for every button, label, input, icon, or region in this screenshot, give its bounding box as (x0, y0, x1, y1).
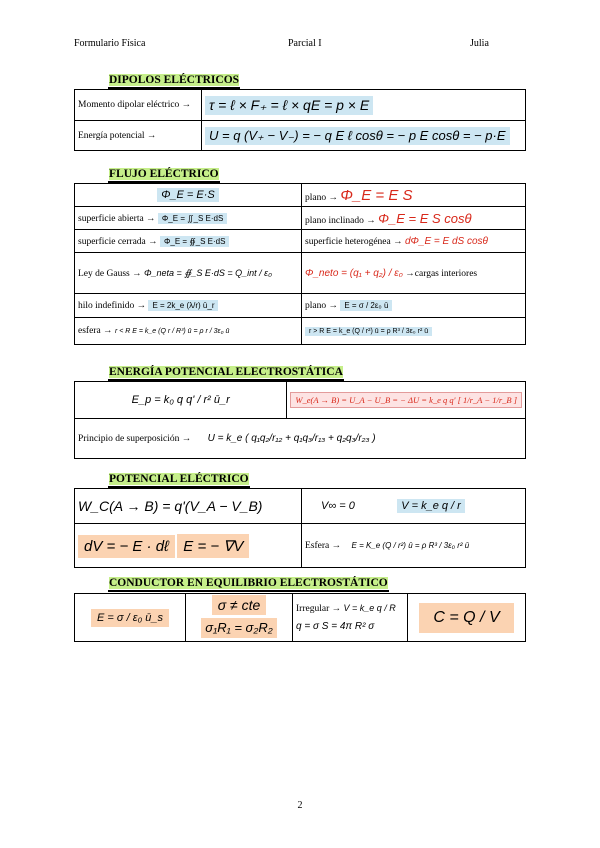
cerrada-formula: Φ_E = ∯_S E·dS (160, 236, 229, 247)
table-flujo (74, 183, 526, 345)
section-title-flujo: FLUJO ELÉCTRICO (108, 168, 220, 183)
energia-label: Energía potencial → (78, 130, 157, 141)
c-formula: C = Q / V (419, 603, 513, 633)
ep-formula: E_p = k₀ q q' / r² ū_r (131, 394, 230, 406)
dv-formula: dV = − E · dℓ (78, 535, 175, 558)
momento-label: Momento dipolar eléctrico → (78, 100, 192, 110)
hilo-label: hilo indefinido → (78, 301, 147, 311)
header-right: Julia (470, 38, 489, 49)
inclinado-label: plano inclinado → (305, 215, 376, 226)
esfera-in-formula: r < R E = k_e (Q r / R³) ū = ρ r / 3ε₀ ū (114, 328, 230, 335)
irregular-formula: V = k_e q / R (343, 603, 396, 613)
momento-formula: τ = ℓ × F₊ = ℓ × qE = p × E (205, 96, 373, 115)
esfera-label: esfera → (78, 326, 113, 336)
hilo-formula: E = 2k_e (λ/r) ū_r (148, 300, 218, 311)
esfera-out-formula: r > R E = k_e (Q / r²) ū = ρ R³ / 3ε₀ r² ū (305, 327, 432, 336)
superposicion-label: Principio de superposición → (78, 434, 192, 444)
table-row (75, 90, 202, 121)
q-formula: q = σ S = 4π R² σ (296, 621, 375, 632)
plano2-formula: E = σ / 2ε₀ ū (340, 300, 392, 311)
cargas-label: →cargas interiores (405, 268, 478, 279)
table-energia (74, 381, 526, 459)
w-potencial-formula: W_C(A → B) = q'(V_A − V_B) (78, 498, 263, 514)
sigma-ne-formula: σ ≠ cte (212, 595, 267, 615)
irregular-label: Irregular → (296, 604, 342, 614)
sigma-r-formula: σ₁R₁ = σ₂R₂ (201, 618, 276, 638)
energia-formula: U = q (V₊ − V₋) = − q E ℓ cosθ = − p E cosθ = − p·E (205, 127, 510, 145)
plano-label: plano → (305, 192, 338, 203)
conductor-e-formula: E = σ / ε₀ ū_s (91, 609, 169, 627)
gauss-formula: Φ_neta = ∯_S E·dS = Q_int / ε₀ (143, 267, 272, 278)
section-title-dipolos: DIPOLOS ELÉCTRICOS (108, 74, 240, 89)
esfera-potencial-label: Esfera → (305, 540, 342, 551)
plano2-label: plano → (305, 301, 338, 311)
table-dipolos (74, 89, 526, 151)
esfera-potencial-formula: E = K_e (Q / r²) ū = ρ R³ / 3ε₀ r² ū (351, 540, 470, 550)
superposicion-formula: U = k_e ( q₁q₂/r₁₂ + q₁q₃/r₁₃ + q₂q₃/r₂₃ ) (207, 433, 376, 444)
gauss-label: Ley de Gauss → (78, 268, 142, 279)
section-title-potencial: POTENCIAL ELÉCTRICO (108, 473, 250, 488)
abierta-formula: Φ_E = ∬_S E·dS (158, 213, 227, 224)
table-potencial (74, 488, 526, 568)
cerrada-label: superficie cerrada → (78, 236, 158, 247)
plano-formula: Φ_E = E S (340, 186, 413, 204)
abierta-label: superficie abierta → (78, 213, 156, 224)
section-title-conductor: CONDUCTOR EN EQUILIBRIO ELECTROSTÁTICO (108, 577, 389, 592)
grad-formula: E = − ∇V (177, 534, 249, 558)
w-formula: W_e(A → B) = U_A − U_B = − ΔU = k_e q q' [ 1/r_A − 1/r_B ] (290, 392, 522, 408)
v-formula: V = k_e q / r (397, 499, 465, 513)
v-inf-formula: V∞ = 0 (321, 500, 355, 512)
flujo-def-formula: Φ_E = E·S (157, 188, 219, 202)
header-center: Parcial I (288, 38, 322, 49)
section-title-energia: ENERGÍA POTENCIAL ELECTROSTÁTICA (108, 366, 344, 381)
table-row (75, 121, 202, 151)
neto-formula: Φ_neto = (q₁ + q₂) / ε₀ (305, 267, 403, 279)
heterogenea-formula: dΦ_E = E dS cosθ (404, 235, 488, 247)
heterogenea-label: superficie heterogénea → (305, 236, 403, 247)
inclinado-formula: Φ_E = E S cosθ (378, 210, 472, 226)
page-number: 2 (297, 800, 303, 811)
header-left: Formulario Física (74, 38, 146, 49)
table-conductor (74, 593, 526, 642)
